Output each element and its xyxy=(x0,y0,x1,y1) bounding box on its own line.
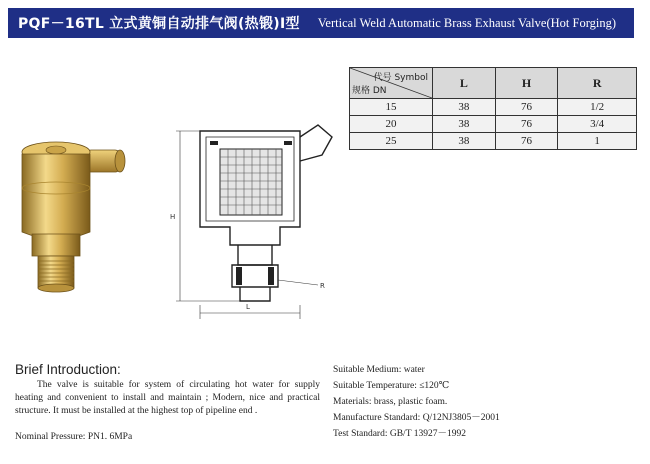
dimension-h-label: H xyxy=(170,213,176,221)
cell-l: 38 xyxy=(433,116,496,133)
intro-text: The valve is suitable for system of circulating hot water for supply heating and convenient to install and maintain ; Modern, nice and practical structure. It must be installed at the highest top of pipeline end . xyxy=(15,380,320,416)
spec-medium: Suitable Medium: water xyxy=(333,365,425,375)
spec-table xyxy=(349,67,637,150)
corner-dn-label: 规格 DN xyxy=(352,86,387,96)
cross-section-drawing xyxy=(160,115,350,325)
cell-h: 76 xyxy=(495,116,558,133)
product-photo xyxy=(8,128,130,298)
intro-heading: Brief Introduction: xyxy=(15,362,121,377)
specs-list xyxy=(333,362,500,442)
column-header-h: H xyxy=(495,68,558,99)
title-chinese: PQF－16TL 立式黄铜自动排气阀(热锻)Ⅰ型 xyxy=(18,16,300,32)
table-corner-header xyxy=(350,68,433,99)
corner-symbol-label: 代号 Symbol xyxy=(373,73,428,83)
cell-h: 76 xyxy=(495,133,558,150)
nominal-pressure: Nominal Pressure: PN1. 6MPa xyxy=(15,432,133,442)
column-header-l: L xyxy=(433,68,496,99)
cell-l: 38 xyxy=(433,133,496,150)
table-row xyxy=(350,133,637,150)
cell-l: 38 xyxy=(433,99,496,116)
dimension-r-label: R xyxy=(320,282,325,290)
column-header-r: R xyxy=(558,68,637,99)
cell-r: 1/2 xyxy=(558,99,637,116)
cell-dn: 25 xyxy=(350,133,433,150)
spec-manufacture-standard: Manufacture Standard: Q/12NJ3805－2001 xyxy=(333,413,500,423)
cell-r: 1 xyxy=(558,133,637,150)
cell-h: 76 xyxy=(495,99,558,116)
title-english: Vertical Weld Automatic Brass Exhaust Valve(Hot Forging) xyxy=(317,15,617,30)
cell-r: 3/4 xyxy=(558,116,637,133)
spec-materials: Materials: brass, plastic foam. xyxy=(333,397,448,407)
title-banner xyxy=(8,8,634,38)
spec-test-standard: Test Standard: GB/T 13927－1992 xyxy=(333,429,466,439)
cell-dn: 15 xyxy=(350,99,433,116)
spec-temperature: Suitable Temperature: ≤120℃ xyxy=(333,381,450,391)
table-row xyxy=(350,116,637,133)
cell-dn: 20 xyxy=(350,116,433,133)
table-row xyxy=(350,99,637,116)
dimension-l-label: L xyxy=(246,303,250,311)
